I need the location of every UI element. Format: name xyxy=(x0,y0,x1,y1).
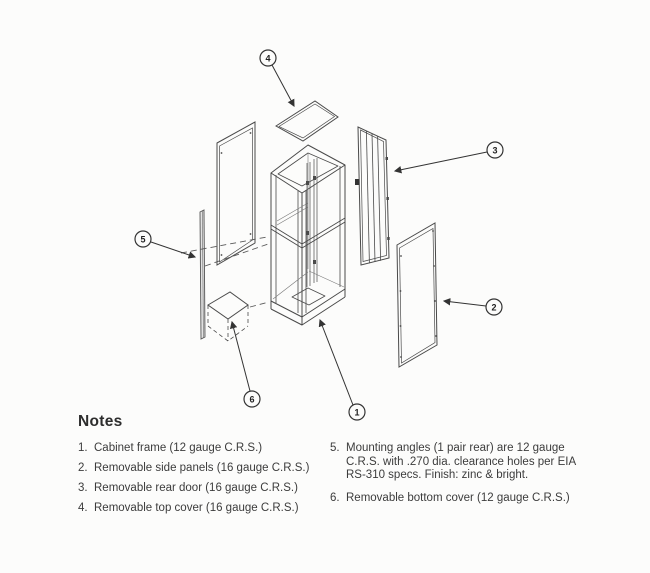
callout-side-panel-label: 2 xyxy=(491,302,497,313)
note-item-4-text: Removable top cover (16 gauge C.R.S.) xyxy=(94,502,299,514)
notes-right-column xyxy=(330,442,598,514)
leader-side-panel xyxy=(444,301,486,306)
left-side-panel xyxy=(217,122,255,265)
note-item-3-text: Removable rear door (16 gauge C.R.S.) xyxy=(94,482,298,494)
leader-bottom-cover xyxy=(232,322,250,391)
note-item-3 xyxy=(78,482,330,496)
note-item-2-number: 2. xyxy=(78,462,88,474)
callout-top-cover xyxy=(260,50,276,66)
notes-left-column xyxy=(78,442,330,522)
frame-bottom-rails xyxy=(271,271,345,325)
leader-mounting-angle xyxy=(151,242,195,257)
dashed-line-bottom-cover xyxy=(250,302,269,307)
notes-title: Notes xyxy=(78,413,123,430)
callout-mounting-angle xyxy=(135,231,151,247)
callout-top-cover-label: 4 xyxy=(265,53,271,64)
callout-side-panel xyxy=(486,299,502,315)
bottom-cover-outline xyxy=(208,292,248,319)
note-item-6-text: Removable bottom cover (12 gauge C.R.S.) xyxy=(346,491,570,504)
callout-bottom-cover-label: 6 xyxy=(249,394,255,405)
note-item-6-number: 6. xyxy=(330,491,340,504)
note-item-1 xyxy=(78,442,330,456)
right-side-panel xyxy=(397,223,437,367)
note-item-3-number: 3. xyxy=(78,482,88,494)
cabinet-frame xyxy=(271,145,345,325)
leader-top-cover xyxy=(272,65,294,106)
callout-rear-door-label: 3 xyxy=(492,145,498,156)
top-cover xyxy=(276,101,338,141)
note-item-4 xyxy=(78,502,330,516)
leader-rear-door xyxy=(395,152,487,171)
note-item-5-text: Mounting angles (1 pair rear) are 12 gauge C.R.S. with .270 dia. clearance holes per EIA RS-310 specs. Finish: zinc & bright. xyxy=(346,442,576,481)
note-item-1-number: 1. xyxy=(78,442,88,454)
notes-section xyxy=(78,413,638,522)
callout-bottom-cover xyxy=(244,391,260,407)
callout-rear-door xyxy=(487,142,503,158)
rear-door xyxy=(355,127,390,265)
note-item-4-number: 4. xyxy=(78,502,88,514)
callout-cabinet-frame-label: 1 xyxy=(354,407,360,418)
left-side-panel-outline xyxy=(217,122,255,265)
note-item-1-text: Cabinet frame (12 gauge C.R.S.) xyxy=(94,442,263,454)
note-item-5 xyxy=(330,442,598,483)
right-side-panel-outline xyxy=(397,223,437,367)
frame-bottom-opening xyxy=(292,288,325,305)
mounting-angle-strip xyxy=(200,210,205,339)
bottom-cover xyxy=(208,292,248,341)
note-item-5-number: 5. xyxy=(330,442,340,454)
rear-door-latch xyxy=(355,179,360,185)
leader-cabinet-frame xyxy=(320,320,353,405)
callout-balloons xyxy=(135,50,503,420)
callout-mounting-angle-label: 5 xyxy=(140,234,146,245)
note-item-6 xyxy=(330,492,598,506)
note-item-2 xyxy=(78,462,330,476)
note-item-2-text: Removable side panels (16 gauge C.R.S.) xyxy=(94,462,310,474)
